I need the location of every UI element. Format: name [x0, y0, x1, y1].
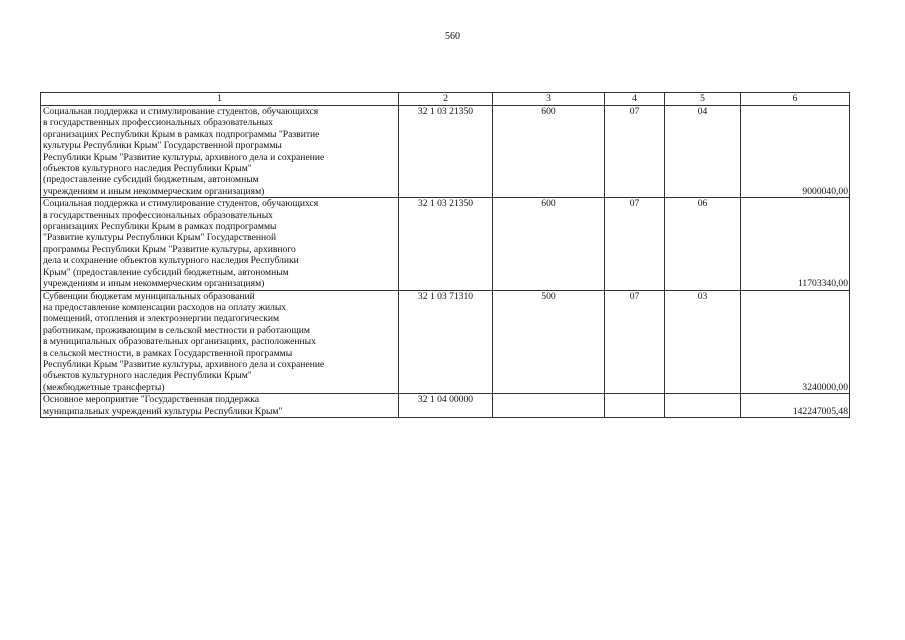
row-expense-type: [493, 394, 605, 418]
row-amount: 3240000,00: [741, 290, 850, 394]
row-amount: 142247005,48: [741, 394, 850, 418]
column-header-section: 4: [605, 93, 665, 106]
row-description: Субвенции бюджетам муниципальных образований на предоставление компенсации расходов на оплату жилых помещений, отопления и электроэнергии педагогическим работникам, проживающим в сельской местности и работающим в муниципальных образовательных организациях, расположенных в сельской местности, в рамках Государственной программы Республики Крым "Развитие культуры, архивного дела и сохранение объектов культурного наследия Республики Крым" (межбюджетные трансферты): [41, 290, 399, 394]
table-row: [41, 106, 850, 198]
column-header-type: 3: [493, 93, 605, 106]
row-subsection: 03: [665, 290, 741, 394]
row-description: Основное мероприятие "Государственная поддержка муниципальных учреждений культуры Республики Крым": [41, 394, 399, 418]
row-amount: 9000040,00: [741, 106, 850, 198]
table-row: [41, 290, 850, 394]
row-expense-type: 600: [493, 198, 605, 290]
row-description: Социальная поддержка и стимулирование студентов, обучающихся в государственных профессиональных образовательных организациях Республики Крым в рамках подпрограммы "Развитие культуры Республики Крым" Государственной программы Республики Крым "Развитие культуры, архивного дела и сохранение объектов культурного наследия Республики Крым" (предоставление субсидий бюджетным, автономным учреждениям и иным некоммерческим организациям): [41, 198, 399, 290]
row-expense-type: 500: [493, 290, 605, 394]
row-target-code: 32 1 03 21350: [399, 106, 493, 198]
column-header-subsection: 5: [665, 93, 741, 106]
page-number: 560: [445, 31, 460, 42]
row-target-code: 32 1 03 71310: [399, 290, 493, 394]
row-section: 07: [605, 198, 665, 290]
budget-table: [40, 92, 850, 418]
row-section: 07: [605, 290, 665, 394]
row-section: 07: [605, 106, 665, 198]
column-header-code: 2: [399, 93, 493, 106]
row-expense-type: 600: [493, 106, 605, 198]
column-header-amount: 6: [741, 93, 850, 106]
table-row: [41, 394, 850, 418]
column-header-description: 1: [41, 93, 399, 106]
row-subsection: 04: [665, 106, 741, 198]
row-subsection: [665, 394, 741, 418]
row-section: [605, 394, 665, 418]
table-row: [41, 198, 850, 290]
row-target-code: 32 1 03 21350: [399, 198, 493, 290]
table-header-row: [41, 93, 850, 106]
row-description: Социальная поддержка и стимулирование студентов, обучающихся в государственных профессиональных образовательных организациях Республики Крым в рамках подпрограммы "Развитие культуры Республики Крым" Государственной программы Республики Крым "Развитие культуры, архивного дела и сохранение объектов культурного наследия Республики Крым" (предоставление субсидий бюджетным, автономным учреждениям и иным некоммерческим организациям): [41, 106, 399, 198]
row-target-code: 32 1 04 00000: [399, 394, 493, 418]
row-amount: 11703340,00: [741, 198, 850, 290]
row-subsection: 06: [665, 198, 741, 290]
